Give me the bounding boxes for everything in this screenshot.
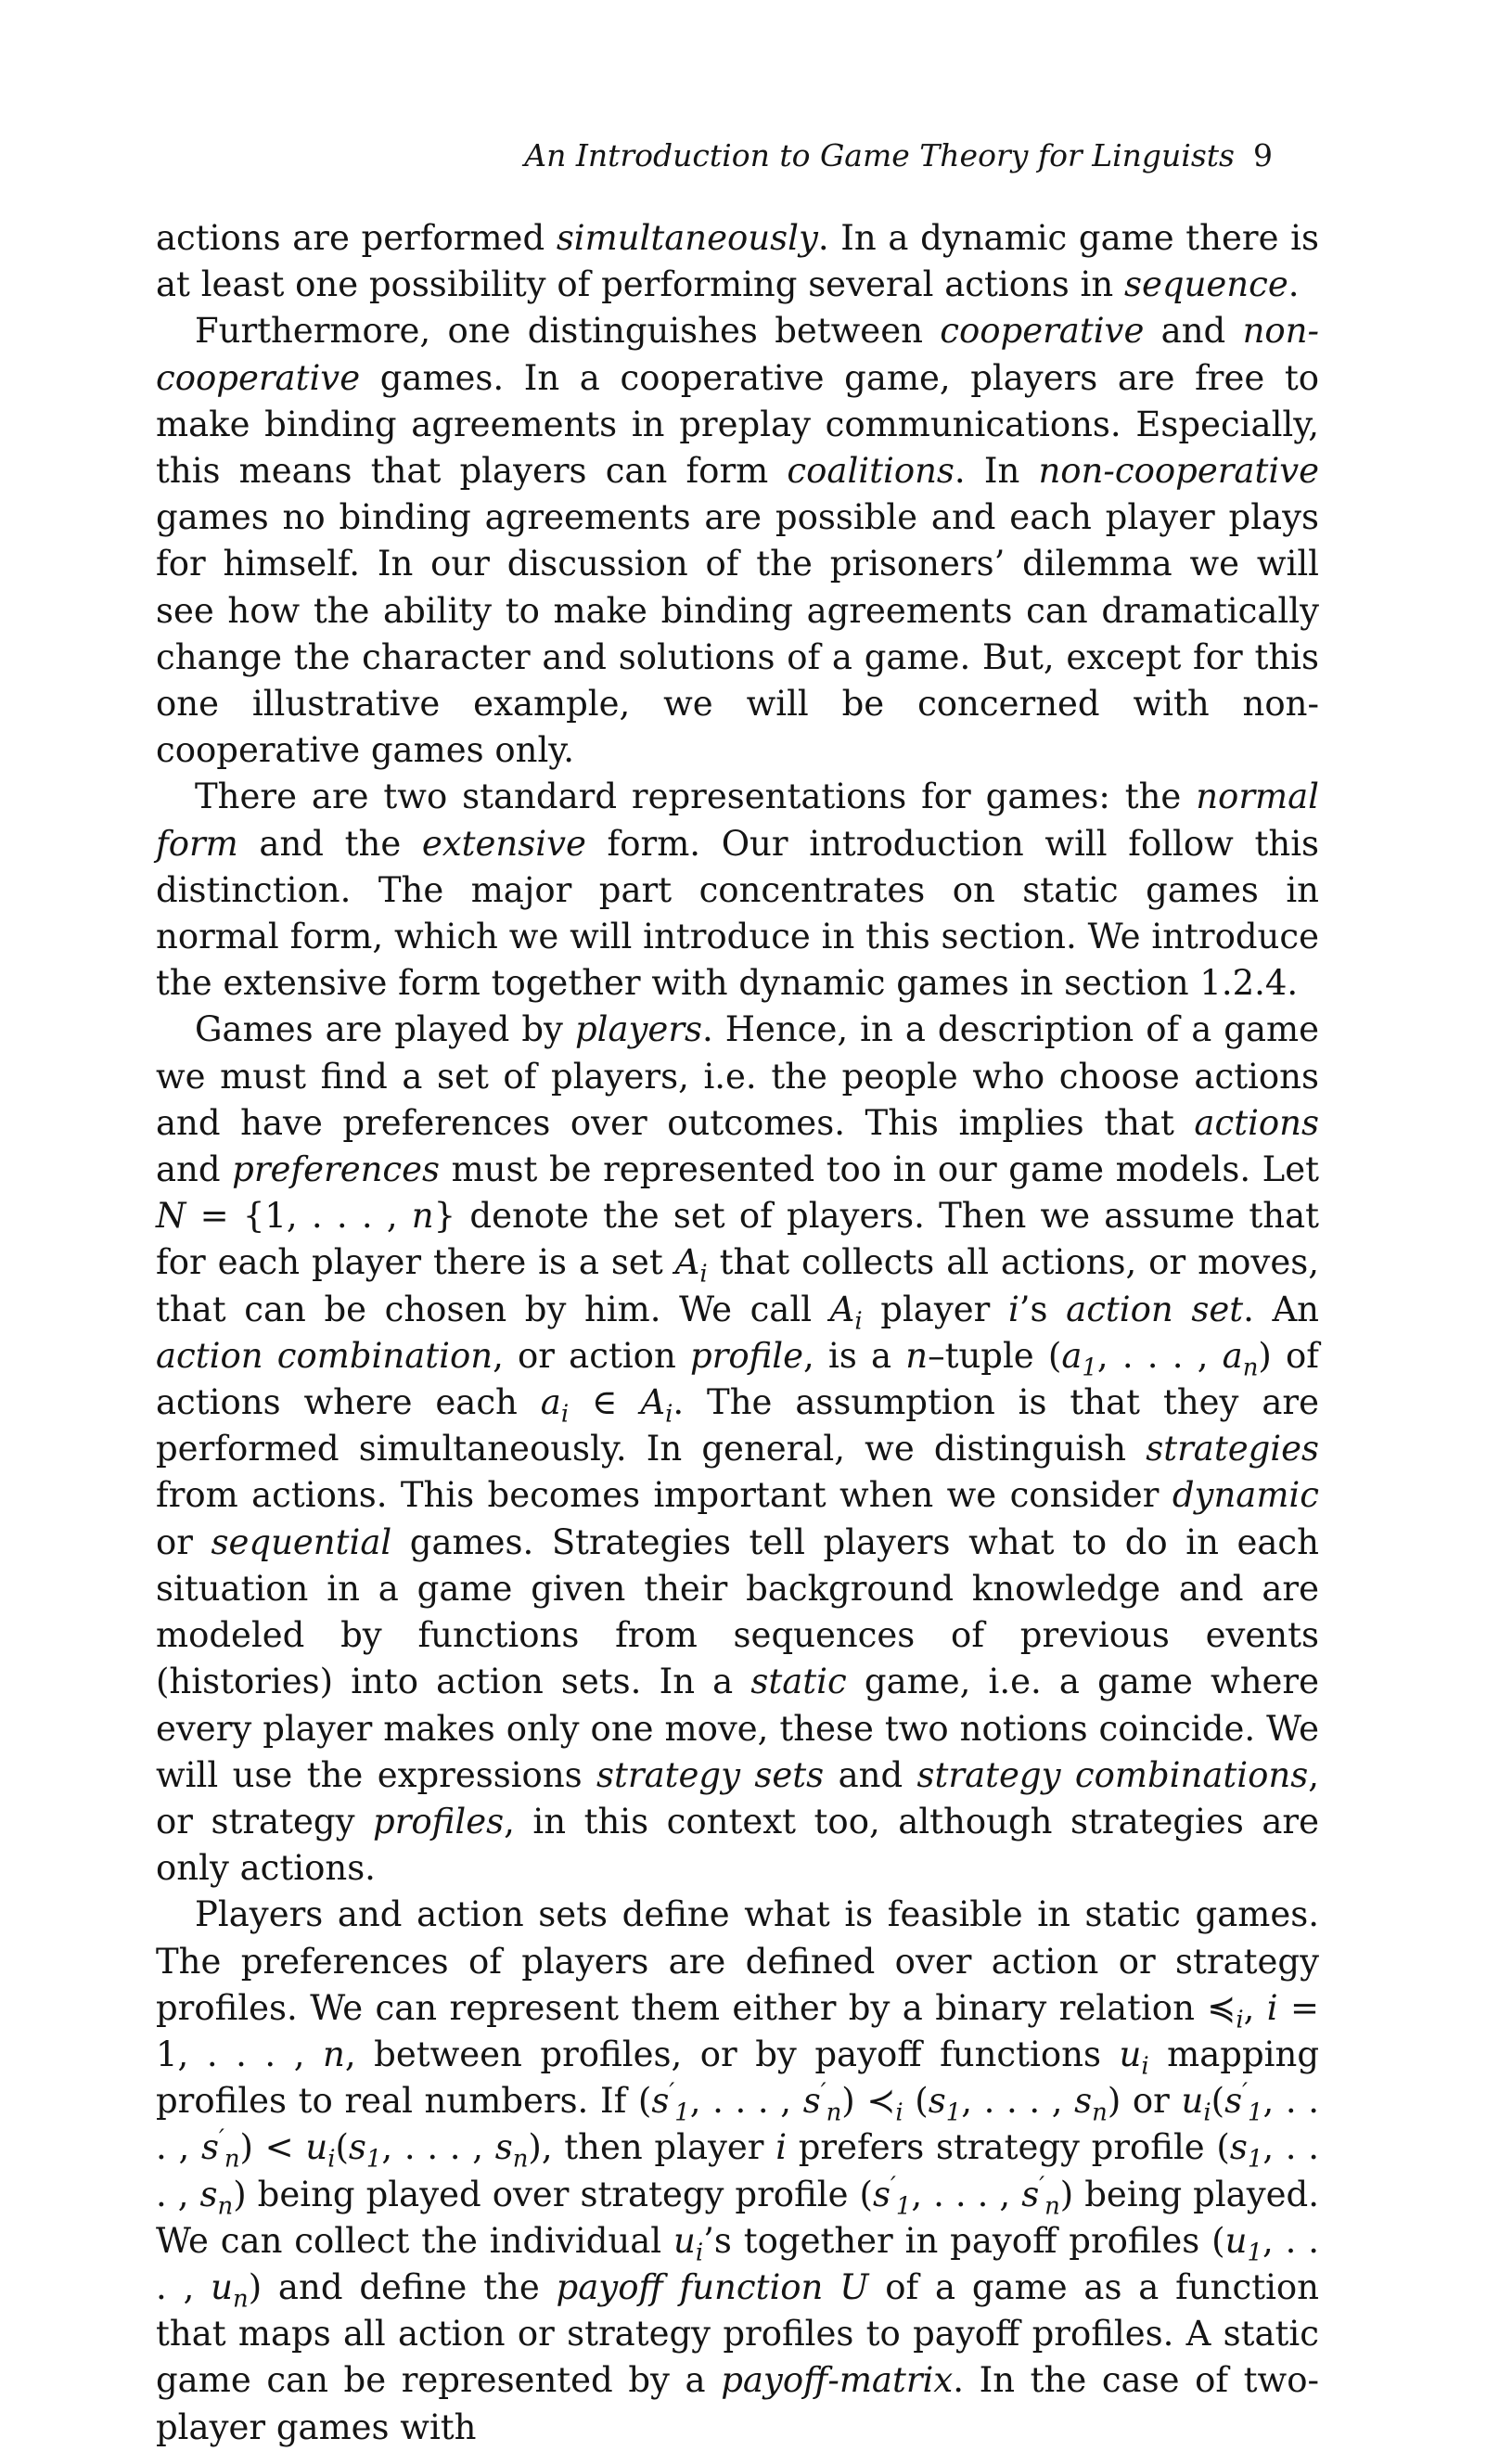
- text-run: ), then player: [528, 2127, 776, 2168]
- subscript: 1: [895, 2191, 912, 2220]
- text-run: ) being played over strategy profile (: [233, 2174, 873, 2214]
- text-run: } denote the set of players. Then we assume that for each player there is a set: [156, 1196, 1320, 1283]
- italic-text: s: [348, 2127, 366, 2168]
- italic-text: i: [775, 2127, 788, 2168]
- subscript: n: [512, 2145, 529, 2174]
- italic-text: s: [1021, 2174, 1040, 2214]
- italic-text: s: [872, 2174, 891, 2214]
- superscript: ′: [1242, 2078, 1248, 2107]
- text-run: , . . . ,: [961, 2081, 1075, 2122]
- text-run: There are two standard representations for games: the: [195, 776, 1197, 817]
- text-run: games no binding agreements are possible and each player plays for himself. In our discussion of the prisoners’ dilemma we will see how the ability to make binding agreements can dramatically change the character and solutions of a game. But, except for this one illustrative example, we will be concerned with non-cooperative games only.: [156, 497, 1319, 771]
- text-run: , or action: [493, 1335, 690, 1376]
- italic-text: A: [674, 1242, 700, 1283]
- italic-text: n: [323, 2034, 345, 2074]
- text-run: Furthermore, one distinguishes between: [195, 311, 941, 352]
- italic-text: payoff-matrix: [721, 2360, 954, 2401]
- italic-text: dynamic: [1172, 1475, 1319, 1516]
- italic-text: A: [829, 1289, 855, 1329]
- italic-text: strategy sets: [596, 1754, 825, 1795]
- italic-text: s: [1074, 2081, 1093, 2122]
- italic-text: s: [199, 2174, 218, 2214]
- italic-text: a: [540, 1382, 561, 1423]
- text-run: , . . . ,: [381, 2127, 495, 2168]
- text-run: and the: [237, 823, 422, 864]
- paragraph: [156, 308, 1319, 774]
- italic-text: a: [1222, 1335, 1243, 1376]
- text-run: that collects all actions, or moves, that can be chosen by him. We call: [156, 1242, 1319, 1329]
- text-run: form. Our introduction will follow this distinction. The major part concentrates on static games in normal form, which we will introduce in this section. We introduce the extensive form together with dynamic games in section 1.2.4.: [156, 823, 1320, 1004]
- italic-text: n: [411, 1196, 434, 1237]
- italic-text: payoff function U: [556, 2266, 869, 2307]
- text-run: ) and define the: [248, 2266, 557, 2307]
- subscript: n: [1242, 1354, 1259, 1382]
- italic-text: a: [1061, 1335, 1083, 1376]
- italic-text: s: [200, 2127, 219, 2168]
- italic-text: s: [494, 2127, 513, 2168]
- text-run: ) or: [1107, 2081, 1182, 2122]
- subscript: i: [854, 1307, 863, 1336]
- superscript: ′: [669, 2078, 675, 2107]
- subscript: i: [560, 1400, 570, 1429]
- subscript: 1: [1247, 2098, 1263, 2127]
- subscript: i: [1141, 2052, 1149, 2081]
- subscript: 1: [1247, 2239, 1262, 2267]
- text-run: , in this context too, although strategies are only actions.: [156, 1801, 1320, 1889]
- italic-text: normal form: [156, 776, 1319, 864]
- italic-text: u: [211, 2266, 233, 2307]
- subscript: n: [1092, 2098, 1108, 2127]
- text-run: , is a: [803, 1335, 906, 1376]
- subscript: i: [327, 2145, 336, 2174]
- italic-text: s: [651, 2081, 670, 2122]
- text-run: ) ≺: [841, 2081, 896, 2122]
- text-run: or: [156, 1521, 211, 1562]
- text-run: mapping profiles to real numbers. If (: [156, 2034, 1319, 2122]
- italic-text: i: [1007, 1289, 1019, 1329]
- subscript: 1: [945, 2098, 962, 2127]
- superscript: ′: [820, 2078, 826, 2107]
- text-run: , . . . ,: [156, 2081, 1320, 2168]
- subscript: 1: [1082, 1354, 1097, 1382]
- text-run: games. Strategies tell players what to do in each situation in a game given their background knowledge and are modeled by functions from sequences of previous events (histories) into action sets. In a: [156, 1521, 1319, 1702]
- superscript: ′: [1039, 2172, 1045, 2201]
- italic-text: s: [802, 2081, 821, 2122]
- subscript: n: [233, 2285, 249, 2314]
- text-run: , . . . ,: [689, 2081, 803, 2122]
- running-head: [524, 137, 1273, 173]
- italic-text: static: [750, 1662, 847, 1702]
- text-run: ) being played. We can collect the individual: [156, 2174, 1319, 2261]
- italic-text: actions: [1194, 1102, 1319, 1143]
- text-run: and: [156, 1149, 233, 1190]
- text-run: .: [1288, 264, 1300, 305]
- text-run: , . . . ,: [156, 2127, 1320, 2214]
- text-run: and: [1144, 311, 1243, 352]
- text-run: . In the case of two-player games with: [156, 2360, 1319, 2447]
- italic-text: coalitions: [787, 451, 955, 492]
- subscript: 1: [365, 2145, 382, 2174]
- subscript: i: [895, 2098, 903, 2127]
- paragraph: [156, 1007, 1319, 1892]
- text-run: . Hence, in a description of a game we must find a set of players, i.e. the people who choose actions and have preferences over outcomes. This implies that: [156, 1009, 1319, 1143]
- italic-text: u: [1119, 2034, 1142, 2074]
- italic-text: extensive: [421, 823, 586, 864]
- text-run: ∈: [569, 1382, 641, 1423]
- text-run: actions are performed: [156, 218, 557, 258]
- text-run: ’s together in payoff profiles (: [703, 2220, 1225, 2261]
- italic-text: i: [1266, 1987, 1278, 2028]
- italic-text: preferences: [232, 1149, 441, 1190]
- text-run: ) of actions where each: [156, 1335, 1319, 1423]
- subscript: 1: [1247, 2145, 1263, 2174]
- text-run: = {1, . . . ,: [186, 1196, 412, 1237]
- text-run: (: [903, 2081, 929, 2122]
- subscript: n: [217, 2191, 234, 2220]
- italic-text: u: [305, 2127, 328, 2168]
- text-run: player: [862, 1289, 1008, 1329]
- italic-text: strategy combinations: [916, 1754, 1309, 1795]
- italic-text: u: [1224, 2220, 1248, 2261]
- italic-text: players: [574, 1009, 702, 1050]
- text-run: games. In a cooperative game, players are free to make binding agreements in preplay communications. Especially, this means that players can form: [156, 357, 1319, 492]
- page-number: 9: [1253, 137, 1273, 173]
- subscript: i: [699, 1260, 708, 1289]
- text-run: Games are played by: [195, 1009, 575, 1050]
- italic-text: s: [1224, 2081, 1243, 2122]
- text-run: , . . . ,: [156, 2220, 1319, 2307]
- superscript: ′: [218, 2125, 224, 2153]
- subscript: n: [224, 2145, 240, 2174]
- superscript: ′: [890, 2172, 896, 2201]
- text-run: Players and action sets define what is feasible in static games. The preferences of players are defined over action or strategy profiles. We can represent them either by a binary relation ≼: [156, 1894, 1319, 2028]
- text-run: –tuple (: [928, 1335, 1062, 1376]
- text-run: ) <: [239, 2127, 306, 2168]
- text-run: . An: [1243, 1289, 1320, 1329]
- text-run: , . . . ,: [911, 2174, 1022, 2214]
- running-title: An Introduction to Game Theory for Linguists: [524, 137, 1235, 173]
- italic-text: strategies: [1146, 1429, 1319, 1469]
- text-run: must be represented too in our game models. Let: [440, 1149, 1319, 1190]
- subscript: i: [695, 2239, 704, 2267]
- text-run: and: [824, 1754, 917, 1795]
- italic-text: s: [1229, 2127, 1248, 2168]
- subscript: n: [826, 2098, 842, 2127]
- text-run: , . . . ,: [1096, 1335, 1223, 1376]
- text-run: . The assumption is that they are performed simultaneously. In general, we distinguish: [156, 1382, 1319, 1469]
- text-run: , between profiles, or by payoff functions: [344, 2034, 1120, 2074]
- italic-text: non-cooperative: [1038, 451, 1319, 492]
- text-run: ,: [1243, 1987, 1267, 2028]
- subscript: i: [665, 1400, 673, 1429]
- subscript: i: [1203, 2098, 1211, 2127]
- text-run: = 1, . . . ,: [156, 1987, 1319, 2074]
- subscript: 1: [674, 2098, 690, 2127]
- text-run: (: [1211, 2081, 1225, 2122]
- italic-text: A: [640, 1382, 666, 1423]
- italic-text: s: [928, 2081, 946, 2122]
- italic-text: sequential: [211, 1521, 392, 1562]
- paragraph: [156, 1892, 1319, 2450]
- text-run: . In a dynamic game there is at least one possibility of performing several actions in: [156, 218, 1319, 305]
- italic-text: profiles: [373, 1801, 505, 1841]
- text-run: , or strategy: [156, 1754, 1319, 1841]
- italic-text: n: [905, 1335, 929, 1376]
- italic-text: profile: [689, 1335, 804, 1376]
- text-run: game, i.e. a game where every player makes only one move, these two notions coincide. We will use the expressions: [156, 1662, 1319, 1795]
- italic-text: non-cooperative: [156, 311, 1319, 398]
- text-run: . In: [954, 451, 1039, 492]
- subscript: n: [1044, 2191, 1060, 2220]
- text-run: ’s: [1019, 1289, 1067, 1329]
- italic-text: u: [1181, 2081, 1204, 2122]
- paragraph: [156, 215, 1319, 308]
- text-run: of a game as a function that maps all action or strategy profiles to payoff profiles. A static game can be represented by a: [156, 2266, 1320, 2401]
- italic-text: action set: [1066, 1289, 1244, 1329]
- italic-text: sequence: [1124, 264, 1288, 305]
- text-run: (: [335, 2127, 349, 2168]
- subscript: i: [1236, 2006, 1244, 2034]
- italic-text: action combination: [156, 1335, 493, 1376]
- italic-text: u: [673, 2220, 696, 2261]
- paragraph: [156, 774, 1319, 1007]
- body-text: [156, 215, 1319, 2451]
- italic-text: N: [156, 1196, 186, 1237]
- italic-text: simultaneously: [556, 218, 818, 258]
- italic-text: cooperative: [940, 311, 1145, 352]
- text-run: prefers strategy profile (: [787, 2127, 1230, 2168]
- text-run: from actions. This becomes important when we consider: [156, 1475, 1172, 1516]
